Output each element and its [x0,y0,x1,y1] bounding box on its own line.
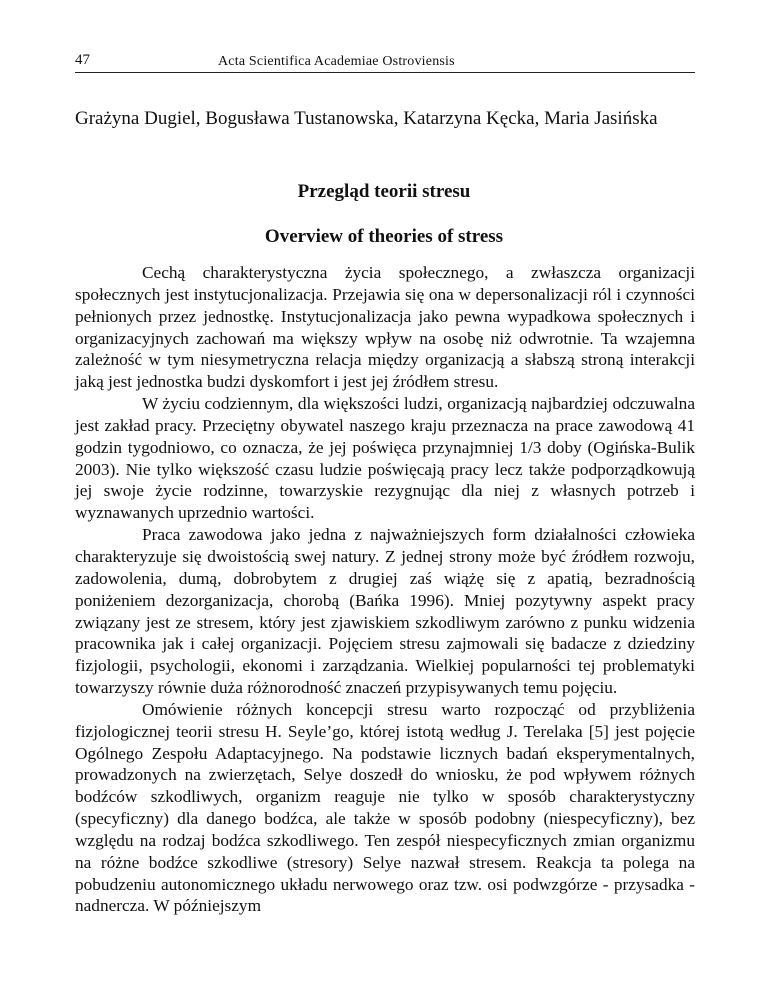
article-title-english: Overview of theories of stress [264,226,504,247]
authors: Grażyna Dugiel, Bogusława Tustanowska, Katarzyna Kęcka, Maria Jasińska [75,108,658,129]
article-title-polish: Przegląd teorii stresu [297,181,471,202]
running-header [75,52,695,73]
paragraph: Cechą charakterystyczna życia społecznego, a zwłaszcza organizacji społecznych jest instytucjonalizacja. Przejawia się ona w depersonalizacji ról i czynności pełnionych przez jednostkę. Instytucjonalizacja jako pewna wypadkowa społecznych i organizacyjnych zachowań ma większy wpływ na osobę niż odwrotnie. Ta wzajemna zależność w tym niesymetryczna relacja między organizacją a słabszą stroną interakcji jaką jest jednostka budzi dyskomfort i jest jej źródłem stresu. [75,263,695,392]
paragraph: Omówienie różnych koncepcji stresu warto rozpocząć od przybliżenia fizjologicznej teorii stresu H. Seyle’go, której istotą według J. Terelaka [5] jest pojęcie Ogólnego Zespołu Adaptacyjnego. Na podstawie licznych badań eksperymentalnych, prowadzonych na zwierzętach, Selye doszedł do wniosku, że pod wpływem różnych bodźców szkodliwych, organizm reaguje nie tylko w sposób charakterystyczny (specyficzny) dla danego bodźca, ale także w sposób podobny (niespecyficzny), bez względu na rodzaj bodźca szkodliwego. Ten zespół niespecyficznych zmian organizmu na różne bodźce szkodliwe (stresory) Selye nazwał stresem. Reakcja ta polega na pobudzeniu autonomicznego układu nerwowego oraz tzw. osi podwzgórze - przysadka - nadnercza. W późniejszym [75,699,695,916]
page-number: 47 [75,52,90,68]
paragraph: W życiu codziennym, dla większości ludzi, organizacją najbardziej odczuwalna jest zakład pracy. Przeciętny obywatel naszego kraju przeznacza na prace zawodową 41 godzin tygodniowo, co oznacza, że jej poświęca przynajmniej 1/3 doby (Ogińska-Bulik 2003). Nie tylko większość czasu ludzie poświęcają pracy lecz także podporządkowują jej swoje życie rodzinne, towarzyskie rezygnując dla niej z własnych potrzeb i wyznawanych uprzednio wartości. [75,394,695,523]
journal-title: Acta Scientifica Academiae Ostroviensis [218,54,455,69]
paragraph: Praca zawodowa jako jedna z najważniejszych form działalności człowieka charakteryzuje się dwoistością swej natury. Z jednej strony może być źródłem rozwoju, zadowolenia, dumą, dobrobytem z drugiej zaś wiążę się z apatią, bezradnością poniżeniem dezorganizacja, chorobą (Bańka 1996). Mniej pozytywny aspekt pracy związany jest ze stresem, który jest zjawiskiem szkodliwym zarówno z punku widzenia pracownika jak i całej organizacji. Pojęciem stresu zajmowali się badacze z dziedziny fizjologii, psychologii, ekonomi i zarządzania. Wielkiej popularności tej problematyki towarzyszy równie duża różnorodność znaczeń przypisywanych temu pojęciu. [75,525,695,698]
article-body [75,262,695,917]
